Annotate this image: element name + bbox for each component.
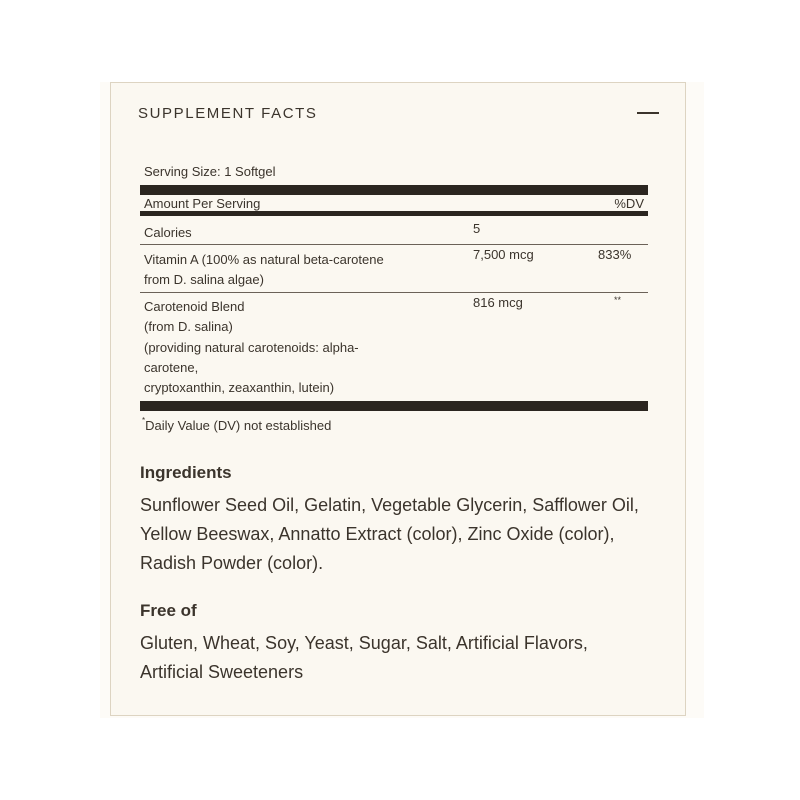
- footnote-marker: *: [142, 416, 146, 425]
- nutrient-amount: 7,500 mcg: [473, 247, 534, 262]
- supplement-facts-panel: [110, 82, 686, 716]
- nutrient-dv: 833%: [598, 247, 632, 262]
- free-of-list: Gluten, Wheat, Soy, Yeast, Sugar, Salt, Artificial Flavors, Artificial Sweeteners: [140, 633, 588, 682]
- footnote-text: Daily Value (DV) not established: [145, 418, 332, 433]
- nutrient-name: Carotenoid Blend: [144, 299, 245, 314]
- thick-divider-bottom: [140, 401, 648, 411]
- daily-value-footnote: [142, 418, 331, 433]
- nutrient-name: Vitamin A (100% as natural beta-carotene: [144, 252, 384, 267]
- nutrient-name-cont: carotene,: [144, 360, 199, 375]
- ingredients-title: Ingredients: [140, 463, 232, 482]
- nutrient-amount: 816 mcg: [473, 295, 523, 310]
- serving-size: Serving Size: 1 Softgel: [144, 164, 276, 179]
- collapse-button[interactable]: [635, 101, 663, 123]
- amount-per-serving-row: [140, 196, 648, 212]
- nutrient-name-cont: from D. salina algae): [144, 272, 264, 287]
- ingredients-list: Sunflower Seed Oil, Gelatin, Vegetable Glycerin, Safflower Oil, Yellow Beeswax, Annatto Extract (color), Zinc Oxide (color), Radish Powder (color).: [140, 495, 639, 573]
- nutrient-name-cont: cryptoxanthin, zeaxanthin, lutein): [144, 380, 335, 395]
- free-of-title: Free of: [140, 601, 197, 620]
- thick-divider-mid: [140, 211, 648, 216]
- row-divider: [140, 292, 648, 293]
- nutrient-name: Calories: [144, 225, 192, 240]
- minus-icon: [637, 112, 659, 114]
- nutrient-dv: **: [614, 295, 622, 305]
- nutrient-amount: 5: [473, 221, 481, 236]
- nutrient-name-cont: (from D. salina): [144, 319, 233, 334]
- thick-divider-top: [140, 185, 648, 195]
- nutrient-name-cont: (providing natural carotenoids: alpha-: [144, 340, 359, 355]
- section-header-title: SUPPLEMENT FACTS: [138, 105, 318, 122]
- amount-per-serving-label: Amount Per Serving: [144, 196, 261, 211]
- dv-column-header: %DV: [614, 196, 644, 211]
- row-divider: [140, 244, 648, 245]
